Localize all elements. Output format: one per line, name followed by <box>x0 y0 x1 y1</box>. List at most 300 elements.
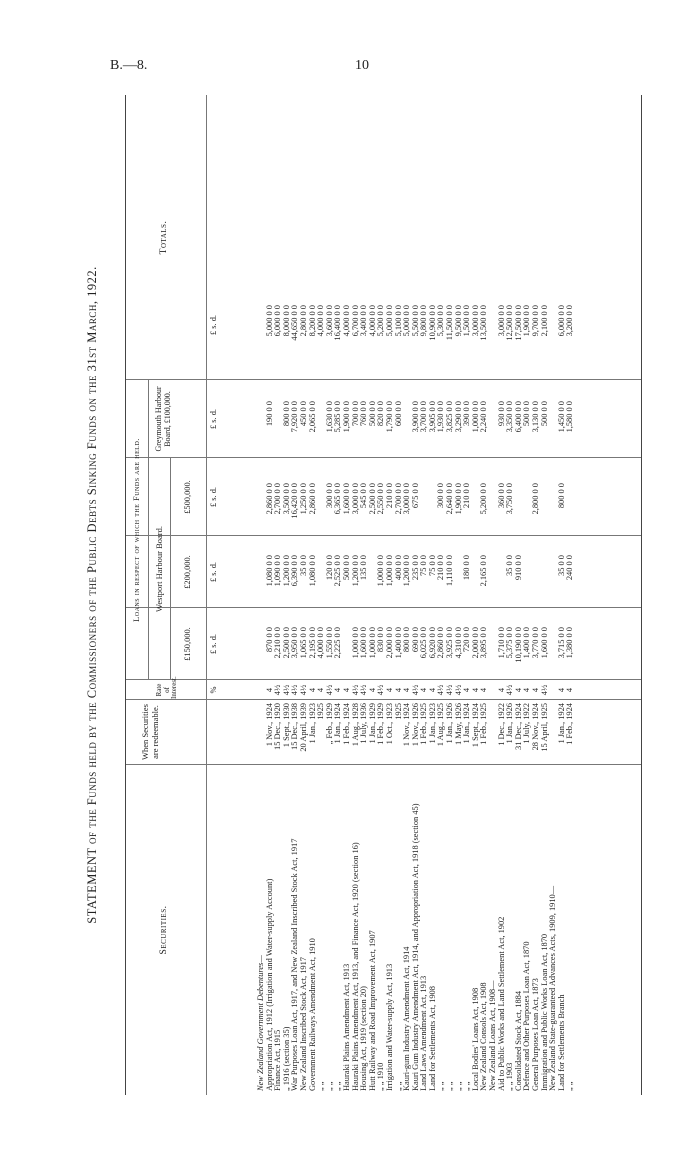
westport-150-cell: 6,920 0 0 <box>427 627 437 659</box>
westport-500-cell: 16,420 0 0 <box>290 483 300 519</box>
security-cell: „ „ <box>324 1081 334 1091</box>
westport-500-cell: 675 0 0 <box>410 483 420 509</box>
security-cell: „ 1916 (section 35) <box>281 1026 291 1091</box>
when-cell: 1 Jan., 1926 <box>445 703 455 744</box>
table-row <box>317 95 326 1095</box>
security-cell: „ „ <box>436 1081 446 1091</box>
table-row <box>412 95 421 1095</box>
rate-cell: 4½ <box>273 684 283 696</box>
westport-150-cell: 1,065 0 0 <box>298 627 308 659</box>
security-cell: Hutt Railway and Road Improvement Act, 1907 <box>367 930 377 1091</box>
rate-cell: 4 <box>565 687 575 693</box>
westport-150-cell: 2,225 0 0 <box>333 627 343 659</box>
security-cell: General Purposes Loan Act, 1873 <box>531 978 540 1091</box>
table-row <box>326 95 335 1095</box>
westport-200-cell: 1,000 0 0 <box>384 555 394 587</box>
table-row <box>395 95 404 1095</box>
greymouth-cell: 3,700 0 0 <box>419 401 429 433</box>
rate-cell: 4½ <box>350 684 360 696</box>
westport-500-cell: 360 0 0 <box>496 483 506 509</box>
westport-150-cell: 1,000 0 0 <box>350 627 360 659</box>
westport-200-cell: 75 0 0 <box>427 555 437 576</box>
westport-500-cell: 2,550 0 0 <box>376 483 386 515</box>
col-w150: £150,000. <box>183 627 192 661</box>
total-cell: 3,600 0 0 <box>324 305 334 337</box>
total-cell: 12,500 0 0 <box>505 305 515 341</box>
greymouth-cell: 3,350 0 0 <box>505 401 515 433</box>
security-cell: Finance Act, 1915 <box>273 1029 283 1091</box>
table-row <box>309 95 318 1095</box>
rate-cell: 4 <box>316 687 326 693</box>
rate-cell: 4 <box>367 687 377 693</box>
table-row <box>472 95 481 1095</box>
total-cell: 1,500 0 0 <box>462 305 472 337</box>
funds-table <box>125 95 642 1095</box>
greymouth-cell: 3,290 0 0 <box>453 401 463 433</box>
westport-500-cell: 2,800 0 0 <box>531 483 540 515</box>
westport-200-cell: 1,080 0 0 <box>264 555 274 587</box>
westport-200-cell: 1,000 0 0 <box>376 555 386 587</box>
total-cell: 3,000 0 0 <box>496 305 506 337</box>
westport-150-cell: 1,400 0 0 <box>522 627 532 659</box>
westport-200-cell: 35 0 0 <box>298 555 308 576</box>
rate-cell: 4½ <box>298 684 308 696</box>
rate-cell: 4 <box>531 687 540 693</box>
col-westport-group: Westport Harbour Board. <box>154 526 164 612</box>
total-cell: 44,650 0 0 <box>290 305 300 341</box>
security-cell: Government Railways Amendment Act, 1910 <box>307 938 317 1091</box>
rule-h <box>148 380 149 680</box>
security-cell: Defence and Other Purposes Loan Act, 1870 <box>522 941 532 1091</box>
total-cell: 4,000 0 0 <box>316 305 326 337</box>
westport-200-cell: 1,110 0 0 <box>445 555 455 587</box>
total-cell: 3,400 0 0 <box>359 305 369 337</box>
rate-cell: 4 <box>556 687 566 693</box>
when-cell: 1 Nov., 1926 <box>410 703 420 747</box>
table-row <box>506 95 515 1095</box>
westport-200-cell: 1,200 0 0 <box>281 555 291 587</box>
greymouth-cell: 1,900 0 0 <box>341 401 351 433</box>
greymouth-cell: 6,400 0 0 <box>513 401 523 433</box>
greymouth-cell: 820 0 0 <box>376 401 386 427</box>
westport-500-cell: 2,860 0 0 <box>264 483 274 515</box>
total-cell: 2,100 0 0 <box>539 305 549 337</box>
westport-500-cell: 1,900 0 0 <box>453 483 463 515</box>
col-securities: Securities. <box>159 905 169 955</box>
when-cell: 15 April, 1925 <box>539 703 549 752</box>
total-cell: 16,400 0 0 <box>333 305 343 341</box>
westport-200-cell: 1,090 0 0 <box>273 555 283 587</box>
westport-150-cell: 1,600 0 0 <box>359 627 369 659</box>
westport-150-cell: 1,000 0 0 <box>367 627 377 659</box>
total-cell: 10,900 0 0 <box>427 305 437 341</box>
greymouth-cell: 500 0 0 <box>367 401 377 427</box>
greymouth-cell: 1,630 0 0 <box>324 401 334 433</box>
greymouth-cell: 450 0 0 <box>298 401 308 427</box>
greymouth-cell: 700 0 0 <box>350 401 360 427</box>
table-row <box>386 95 395 1095</box>
table-body <box>257 95 575 1095</box>
westport-150-cell: 830 0 0 <box>376 627 386 653</box>
rate-cell: 4½ <box>281 684 291 696</box>
greymouth-cell: 2,240 0 0 <box>479 401 489 433</box>
total-cell: 5,000 0 0 <box>402 305 412 337</box>
security-cell: „ „ <box>316 1081 326 1091</box>
total-cell: 5,500 0 0 <box>410 305 420 337</box>
rate-cell: 4 <box>462 687 472 693</box>
security-cell: „ „ 1903 <box>505 1062 515 1091</box>
when-cell: 1925 <box>316 703 326 720</box>
westport-150-cell: 1,380 0 0 <box>565 627 575 659</box>
rotated-statement <box>85 95 640 1095</box>
westport-150-cell: 1,400 0 0 <box>393 627 403 659</box>
westport-150-cell: 2,860 0 0 <box>436 627 446 659</box>
when-cell: 1 Jan., 1924 <box>333 703 343 744</box>
security-cell: „ „ <box>565 1081 575 1091</box>
security-cell: Aid to Public Works and Land Settlement Act, 1902 <box>496 916 506 1091</box>
rate-cell: 4 <box>522 687 532 693</box>
when-cell: 20 April, 1939 <box>298 703 308 752</box>
when-cell: 1 Jan., 1924 <box>556 703 566 744</box>
col-loans-group: Loans in respect of which the Funds are held. <box>131 438 141 622</box>
security-cell: Land for Settlements Branch <box>556 994 566 1091</box>
greymouth-cell: 3,130 0 0 <box>531 401 540 433</box>
rate-cell: 4½ <box>453 684 463 696</box>
when-cell: 15 Dec., 1938 <box>290 703 300 750</box>
westport-150-cell: 2,500 0 0 <box>281 627 291 659</box>
security-cell: Land for Settlements Act, 1908 <box>427 986 437 1091</box>
westport-200-cell: 2,165 0 0 <box>479 555 489 587</box>
table-row <box>498 95 507 1095</box>
westport-500-cell: 3,000 0 0 <box>350 483 360 515</box>
westport-150-cell: 690 0 0 <box>410 627 420 653</box>
units-w200: £ s. d. <box>209 562 218 583</box>
rate-cell: 4 <box>307 687 317 693</box>
rate-cell: 4 <box>341 687 351 693</box>
rate-cell: 4½ <box>324 684 334 696</box>
westport-150-cell: 3,895 0 0 <box>479 627 489 659</box>
westport-500-cell: 6,365 0 0 <box>333 483 343 515</box>
page-number: 10 <box>355 58 369 73</box>
westport-200-cell: 35 0 0 <box>505 555 515 576</box>
when-cell: 1 Jan., 1926 <box>505 703 515 744</box>
greymouth-cell: 600 0 0 <box>393 401 403 427</box>
table-row <box>455 95 464 1095</box>
greymouth-cell: 5,285 0 0 <box>333 401 343 433</box>
security-cell: Kauri-gum Industry Amendment Act, 1914 <box>402 946 412 1091</box>
total-cell: 17,500 0 0 <box>513 305 523 341</box>
total-cell: 4,000 0 0 <box>367 305 377 337</box>
rate-cell: 4½ <box>505 684 515 696</box>
greymouth-cell: 3,905 0 0 <box>427 401 437 433</box>
total-cell: 9,800 0 0 <box>419 305 429 337</box>
greymouth-cell: 3,900 0 0 <box>410 401 420 433</box>
when-cell: 1 Nov., 1924 <box>402 703 412 747</box>
security-cell: „ „ <box>393 1081 403 1091</box>
westport-150-cell: 3,950 0 0 <box>290 627 300 659</box>
total-cell: 8,000 0 0 <box>281 305 291 337</box>
rate-cell: 4½ <box>290 684 300 696</box>
westport-150-cell: 1,600 0 0 <box>539 627 549 659</box>
westport-200-cell: 210 0 0 <box>436 555 446 581</box>
westport-500-cell: 545 0 0 <box>359 483 369 509</box>
westport-200-cell: 180 0 0 <box>462 555 472 581</box>
security-cell: Kauri Gum Industry Amendment Act, 1914, and Appropriation Act, 1918 (section 45) <box>410 803 420 1091</box>
when-cell: 1 Feb., 1924 <box>565 703 575 745</box>
westport-150-cell: 1,550 0 0 <box>324 627 334 659</box>
total-cell: 5,300 0 0 <box>436 305 446 337</box>
when-cell: 1 Sept., 1930 <box>281 703 291 748</box>
when-cell: 1 May, 1926 <box>453 703 463 746</box>
westport-500-cell: 2,640 0 0 <box>445 483 455 515</box>
westport-500-cell: 210 0 0 <box>462 483 472 509</box>
total-cell: 6,000 0 0 <box>556 305 566 337</box>
rate-cell: 4½ <box>436 684 446 696</box>
security-cell: Immigration and Public Works Loan Act, 1870 <box>539 933 549 1091</box>
greymouth-cell: 760 0 0 <box>359 401 369 427</box>
westport-200-cell: 120 0 0 <box>324 555 334 581</box>
greymouth-cell: 2,065 0 0 <box>307 401 317 433</box>
rate-cell: 4½ <box>539 684 549 696</box>
when-cell: 1 Aug., 1925 <box>436 703 446 747</box>
table-row <box>377 95 386 1095</box>
total-cell: 6,700 0 0 <box>350 305 360 337</box>
westport-500-cell: 3,000 0 0 <box>402 483 412 515</box>
when-cell: 1 Feb., 1925 <box>479 703 489 745</box>
westport-500-cell: 2,500 0 0 <box>367 483 377 515</box>
when-cell: 1 Feb., 1925 <box>419 703 429 745</box>
security-cell: Land Laws Amendment Act, 1913 <box>419 975 429 1091</box>
col-w200: £200,000. <box>183 555 192 589</box>
westport-150-cell: 3,770 0 0 <box>531 627 540 659</box>
col-when-redeemable: When Securities are redeemable. <box>140 704 161 760</box>
when-cell: 31 Dec., 1924 <box>513 703 523 750</box>
table-row <box>437 95 446 1095</box>
rate-cell: 4 <box>384 687 394 693</box>
security-cell: „ „ <box>462 1081 472 1091</box>
westport-150-cell: 800 0 0 <box>402 627 412 653</box>
table-row <box>274 95 283 1095</box>
total-cell: 11,500 0 0 <box>445 305 455 341</box>
westport-500-cell: 2,700 0 0 <box>393 483 403 515</box>
rate-cell: 4 <box>393 687 403 693</box>
table-row <box>566 95 575 1095</box>
greymouth-cell: 1,580 0 0 <box>565 401 575 433</box>
page-code: B.—8. <box>110 58 148 73</box>
westport-200-cell: 6,390 0 0 <box>290 555 300 587</box>
security-cell: „ „ <box>453 1081 463 1091</box>
greymouth-cell: 500 0 0 <box>522 401 532 427</box>
westport-200-cell: 75 0 0 <box>419 555 429 576</box>
greymouth-cell: 1,790 0 0 <box>384 401 394 433</box>
greymouth-cell: 3,825 0 0 <box>445 401 455 433</box>
table-row <box>266 95 275 1095</box>
units-pct: % <box>209 686 218 694</box>
security-cell: New Zealand Government Debentures— <box>256 955 265 1091</box>
total-cell: 5,200 0 0 <box>376 305 386 337</box>
col-greymouth: Greymouth Harbour Board, £100,000. <box>154 386 173 452</box>
total-cell: 5,000 0 0 <box>264 305 274 337</box>
rate-cell: 4 <box>402 687 412 693</box>
westport-150-cell: 3,715 0 0 <box>556 627 566 659</box>
table-row <box>352 95 361 1095</box>
westport-500-cell: 1,600 0 0 <box>341 483 351 515</box>
when-cell: 1 Sept., 1924 <box>470 703 480 748</box>
security-cell: Irrigation and Water-supply Act, 1913 <box>384 963 394 1091</box>
westport-200-cell: 1,200 0 0 <box>402 555 412 587</box>
westport-200-cell: 500 0 0 <box>341 555 351 581</box>
rate-cell: 4½ <box>445 684 455 696</box>
security-cell: „ „ 1910 <box>376 1062 386 1091</box>
westport-500-cell: 2,860 0 0 <box>307 483 317 515</box>
westport-200-cell: 2,525 0 0 <box>333 555 343 587</box>
when-cell: 1 Aug., 1928 <box>350 703 360 747</box>
total-cell: 9,500 0 0 <box>453 305 463 337</box>
table-row <box>523 95 532 1095</box>
units-w150: £ s. d. <box>209 634 218 655</box>
westport-500-cell: 2,700 0 0 <box>273 483 283 515</box>
security-cell: Appropriation Act, 1912 (Irrigation and Water-supply Account) <box>264 878 274 1091</box>
when-cell: 1 Feb., 1929 <box>376 703 386 745</box>
westport-150-cell: 720 0 0 <box>462 627 472 653</box>
westport-500-cell: 1,250 0 0 <box>298 483 308 515</box>
col-rate: Rate of Interest. <box>155 676 179 699</box>
col-w500: £500,000. <box>183 480 192 514</box>
westport-500-cell: 3,500 0 0 <box>281 483 291 515</box>
table-row <box>480 95 489 1095</box>
westport-150-cell: 2,000 0 0 <box>384 627 394 659</box>
table-row <box>558 95 567 1095</box>
security-cell: Housing Act, 1919 (section 20) <box>359 986 369 1091</box>
table-row <box>429 95 438 1095</box>
greymouth-cell: 1,000 0 0 <box>470 401 480 433</box>
rate-cell: 4 <box>264 687 274 693</box>
westport-200-cell: 240 0 0 <box>565 555 575 581</box>
westport-200-cell: 135 0 0 <box>359 555 369 581</box>
security-cell: War Purposes Loan Act, 1917, and New Zealand Inscribed Stock Act, 1917 <box>290 838 300 1091</box>
total-cell: 3,200 0 0 <box>565 305 575 337</box>
table-row <box>463 95 472 1095</box>
total-cell: 9,700 0 0 <box>531 305 540 337</box>
westport-500-cell: 300 0 0 <box>324 483 334 509</box>
westport-200-cell: 35 0 0 <box>556 555 566 576</box>
rate-cell: 4 <box>479 687 489 693</box>
greymouth-cell: 7,920 0 0 <box>290 401 300 433</box>
when-cell: 1 July, 1936 <box>359 703 369 744</box>
westport-500-cell: 5,200 0 0 <box>479 483 489 515</box>
rate-cell: 4 <box>333 687 343 693</box>
total-cell: 1,900 0 0 <box>522 305 532 337</box>
westport-150-cell: 2,195 0 0 <box>307 627 317 659</box>
total-cell: 8,200 0 0 <box>307 305 317 337</box>
security-cell: „ „ <box>445 1081 455 1091</box>
westport-200-cell: 1,200 0 0 <box>350 555 360 587</box>
total-cell: 13,500 0 0 <box>479 305 489 341</box>
westport-150-cell: 10,190 0 0 <box>513 627 523 663</box>
col-totals: Totals. <box>159 220 169 255</box>
rate-cell: 4½ <box>376 684 386 696</box>
units-w500: £ s. d. <box>209 487 218 508</box>
when-cell: „ Feb., 1929 <box>324 703 334 745</box>
security-cell: New Zealand Consols Act, 1908 <box>479 982 489 1091</box>
units-tot: £ s. d. <box>209 315 218 336</box>
table-row <box>549 95 558 1095</box>
rate-cell: 4 <box>419 687 429 693</box>
rate-cell: 4½ <box>359 684 369 696</box>
rate-cell: 4 <box>470 687 480 693</box>
westport-150-cell: 3,925 0 0 <box>445 627 455 659</box>
when-cell: 28 Nov., 1924 <box>531 703 540 751</box>
greymouth-cell: 1,930 0 0 <box>436 401 446 433</box>
when-cell: 1 July, 1922 <box>522 703 532 744</box>
table-row <box>334 95 343 1095</box>
rate-cell: 4 <box>496 687 506 693</box>
westport-150-cell: 870 0 0 <box>264 627 274 653</box>
units-gh: £ s. d. <box>209 409 218 430</box>
westport-500-cell: 210 0 0 <box>384 483 394 509</box>
greymouth-cell: 800 0 0 <box>281 401 291 427</box>
westport-200-cell: 235 0 0 <box>410 555 420 581</box>
statement-title: STATEMENT of the Funds held by the Commissioners of the Public Debts Sinking Funds on the 31st March, 1922. <box>85 266 99 924</box>
greymouth-cell: 190 0 0 <box>264 401 274 427</box>
security-cell: New Zealand State-guaranteed Advances Acts, 1909, 1910— <box>548 885 558 1091</box>
when-cell: 1 Jan., 1923 <box>427 703 437 744</box>
westport-150-cell: 6,025 0 0 <box>419 627 429 659</box>
total-cell: 5,000 0 0 <box>384 305 394 337</box>
westport-150-cell: 1,710 0 0 <box>496 627 506 659</box>
security-cell: Hauraki Plains Amendment Act, 1913, and Finance Act, 1920 (section 16) <box>350 842 360 1091</box>
total-cell: 2,800 0 0 <box>298 305 308 337</box>
westport-150-cell: 5,375 0 0 <box>505 627 515 659</box>
westport-500-cell: 800 0 0 <box>556 483 566 509</box>
westport-150-cell: 2,000 0 0 <box>470 627 480 659</box>
when-cell: 1925 <box>393 703 403 720</box>
westport-500-cell: 300 0 0 <box>436 483 446 509</box>
when-cell: 1 Nov., 1924 <box>264 703 274 747</box>
when-cell: 1 Oct., 1923 <box>384 703 394 745</box>
rate-cell: 4½ <box>410 684 420 696</box>
security-cell: New Zealand Loans Act, 1908— <box>488 980 498 1091</box>
security-cell: New Zealand Inscribed Stock Act, 1917 <box>298 957 308 1091</box>
table-row <box>369 95 378 1095</box>
security-cell: Consolidated Stock Act, 1884 <box>513 990 523 1091</box>
greymouth-cell: 390 0 0 <box>462 401 472 427</box>
greymouth-cell: 500 0 0 <box>539 401 549 427</box>
when-cell: 15 Dec., 1920 <box>273 703 283 750</box>
rate-cell: 4 <box>427 687 437 693</box>
westport-150-cell: 4,310 0 0 <box>453 627 463 659</box>
when-cell: 1 Jan., 1924 <box>462 703 472 744</box>
security-cell: Hauraki Plains Amendment Act, 1913 <box>341 963 351 1091</box>
westport-150-cell: 2,210 0 0 <box>273 627 283 659</box>
table-row <box>420 95 429 1095</box>
when-cell: 1 Jan., 1929 <box>367 703 377 744</box>
rate-cell: 4 <box>513 687 523 693</box>
rule-h <box>206 95 207 1095</box>
security-cell: „ „ <box>333 1081 343 1091</box>
total-cell: 6,000 0 0 <box>273 305 283 337</box>
westport-200-cell: 400 0 0 <box>393 555 403 581</box>
total-cell: 3,000 0 0 <box>470 305 480 337</box>
westport-500-cell: 3,750 0 0 <box>505 483 515 515</box>
total-cell: 4,000 0 0 <box>341 305 351 337</box>
when-cell: 1 Feb., 1924 <box>341 703 351 745</box>
rule-h <box>170 458 171 680</box>
security-cell: Local Bodies' Loans Act, 1908 <box>470 987 480 1091</box>
when-cell: 1 Jan., 1923 <box>307 703 317 744</box>
table-row <box>291 95 300 1095</box>
when-cell: 1 Dec., 1922 <box>496 703 506 746</box>
